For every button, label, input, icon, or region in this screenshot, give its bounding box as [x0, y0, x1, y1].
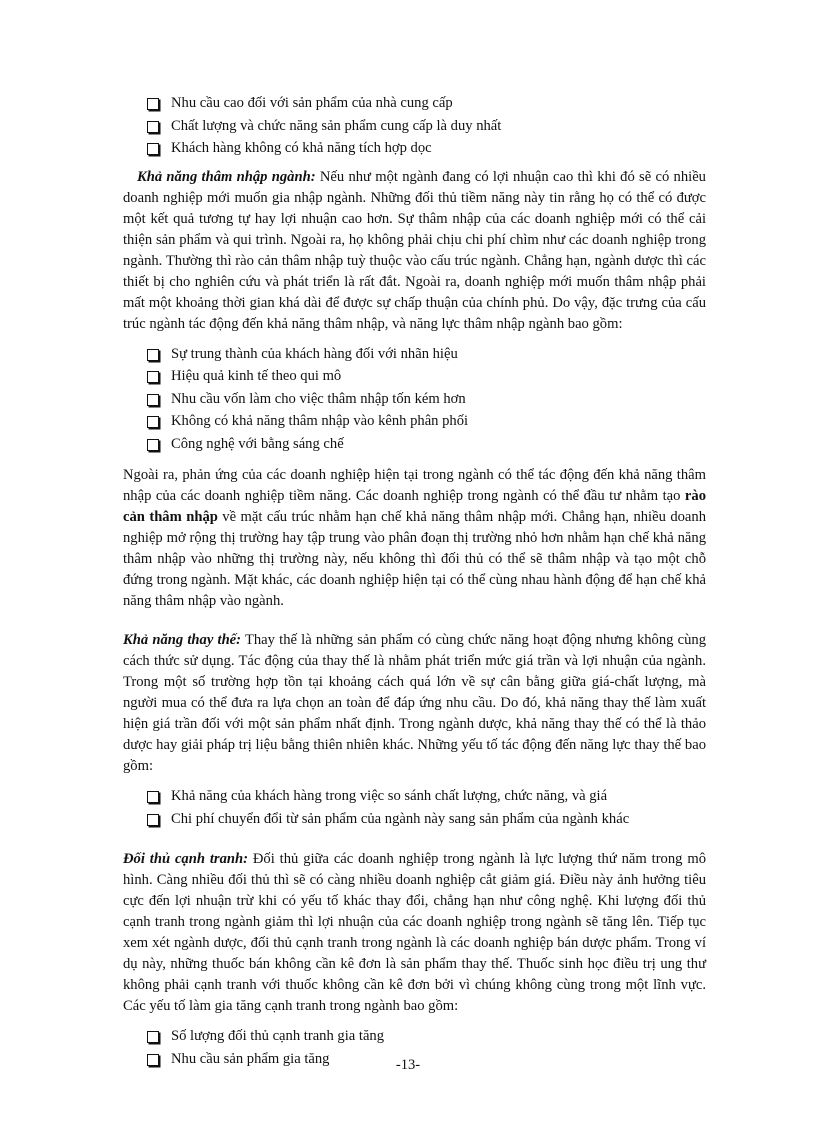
- list-item-text: Nhu cầu sản phẩm gia tăng: [171, 1050, 330, 1067]
- list-item-text: Chất lượng và chức năng sản phẩm cung cấp là duy nhất: [171, 117, 502, 134]
- substitutes-paragraph: [123, 630, 706, 777]
- entry-threat-paragraph: [123, 167, 706, 335]
- checkbox-bullet-icon: [147, 814, 159, 826]
- list-item-text: Nhu cầu vốn làm cho việc thâm nhập tốn kém hơn: [171, 390, 466, 407]
- checkbox-bullet-icon: [147, 143, 159, 155]
- list-item: [147, 116, 706, 137]
- incumbent-reaction-paragraph: [123, 465, 706, 612]
- substitute-factors-list: [123, 786, 706, 830]
- checkbox-bullet-icon: [147, 349, 159, 361]
- checkbox-bullet-icon: [147, 791, 159, 803]
- checkbox-bullet-icon: [147, 121, 159, 133]
- list-item-text: Sự trung thành của khách hàng đối với nhãn hiệu: [171, 345, 458, 362]
- entry-barrier-term: rào cản thâm nhập: [123, 488, 706, 525]
- substitutes-body: Thay thế là những sản phẩm có cùng chức năng hoạt động nhưng không cùng cách thức sử dụng. Tác động của thay thế là nhằm phát triển mức giá trần và lợi nhuận của ngành. Trong một số trường hợp tồn tại khoảng cách quá lớn về sự cân bằng giữa giá-chất lượng, mà người mua có thể đưa ra lựa chọn an toàn để đáp ứng nhu cầu. Do đó, khả năng thay thế làm xuất hiện giá trần đối với một sản phẩm nhất định. Trong ngành dược, khả năng thay thế có thể là thảo dược hay giải pháp trị liệu bằng thiên nhiên khác. Những yếu tố tác động đến năng lực thay thế bao gồm:: [123, 632, 707, 774]
- entry-factors-list: [123, 344, 706, 455]
- list-item-text: Khả năng của khách hàng trong việc so sánh chất lượng, chức năng, và giá: [171, 788, 608, 804]
- rivalry-paragraph: [123, 849, 706, 1017]
- list-item: [147, 138, 706, 159]
- checkbox-bullet-icon: [147, 371, 159, 383]
- list-item-text: Số lượng đối thủ cạnh tranh gia tăng: [171, 1028, 385, 1044]
- list-item-text: Nhu cầu cao đối với sản phẩm của nhà cung cấp: [171, 95, 453, 111]
- list-item: [147, 344, 706, 365]
- list-item: [147, 93, 706, 114]
- list-item: [147, 1026, 706, 1047]
- rivalry-heading: Đối thủ cạnh tranh:: [123, 851, 248, 867]
- list-item-text: Khách hàng không có khả năng tích hợp dọc: [171, 140, 432, 156]
- entry-threat-heading: Khả năng thâm nhập ngành:: [137, 168, 316, 185]
- rivalry-body: Đối thủ giữa các doanh nghiệp trong ngành là lực lượng thứ năm trong mô hình. Càng nhiều đối thủ thì sẽ có càng nhiều doanh nghiệp cắt giảm giá. Điều này ảnh hưởng tiêu cực đến lợi nhuận trừ khi có yếu tố khác thay đổi, chẳng hạn như công nghệ. Khi lượng đối thủ cạnh tranh trong ngành giảm thì lợi nhuận của các doanh nghiệp trong ngành sẽ tăng lên. Tiếp tục xem xét ngành dược, đối thủ cạnh tranh trong ngành là các doanh nghiệp bán dược phẩm. Trong ví dụ này, những thuốc bán không cần kê đơn là sản phẩm thay thế. Thuốc sinh học điều trị ung thư không phải cạnh tranh với thuốc không cần kê đơn bởi vì chúng không cùng trong một lĩnh vực. Các yếu tố làm gia tăng cạnh tranh trong ngành bao gồm:: [123, 851, 706, 1014]
- list-item-text: Chi phí chuyển đổi từ sản phẩm của ngành này sang sản phẩm của ngành khác: [171, 810, 630, 827]
- list-item: [147, 411, 706, 432]
- list-item-text: Công nghệ với bằng sáng chế: [171, 435, 344, 452]
- checkbox-bullet-icon: [147, 1031, 159, 1043]
- checkbox-bullet-icon: [147, 394, 159, 406]
- list-item: [147, 389, 706, 410]
- list-item: [147, 809, 706, 830]
- checkbox-bullet-icon: [147, 98, 159, 110]
- substitutes-heading: Khả năng thay thế:: [123, 632, 242, 648]
- page-number: -13-: [395, 1057, 421, 1073]
- list-item-text: Không có khả năng thâm nhập vào kênh phân phối: [171, 413, 469, 429]
- list-item: [147, 434, 706, 455]
- supplier-power-list: [123, 93, 706, 159]
- list-item: [147, 366, 706, 387]
- checkbox-bullet-icon: [147, 439, 159, 451]
- reaction-text-end: về mặt cấu trúc nhằm hạn chế khả năng thâm nhập mới. Chẳng hạn, nhiều doanh nghiệp mở rộng thị trường hay tập trung vào phân đoạn thị trường nhỏ hơn nhằm hạn chế khả năng thâm nhập vào những thị trường này, nếu không thì đối thủ có thể sẽ thâm nhập và tạo một chỗ đứng trong ngành. Mặt khác, các doanh nghiệp hiện tại có thể cùng nhau hành động để hạn chế khả năng thâm nhập vào ngành.: [123, 509, 706, 609]
- checkbox-bullet-icon: [147, 416, 159, 428]
- reaction-text-start: Ngoài ra, phản ứng của các doanh nghiệp hiện tại trong ngành có thể tác động đến khả năng thâm nhập của các doanh nghiệp tiềm năng. Các doanh nghiệp trong ngành có thể đầu tư nhằm tạo: [123, 467, 706, 504]
- list-item-text: Hiệu quả kinh tế theo qui mô: [171, 368, 342, 384]
- entry-threat-body: Nếu như một ngành đang có lợi nhuận cao thì khi đó sẽ có nhiều doanh nghiệp mới muốn gia nhập ngành. Những đối thủ tiềm năng này tin rằng họ có thể có được một kết quả tương tự hay lợi nhuận cao hơn. Sự thâm nhập của các doanh nghiệp mới có thể cải thiện sản phẩm và qui trình. Ngoài ra, họ không phải chịu chi phí chìm như các doanh nghiệp trong ngành. Thường thì rào cản thâm nhập tuỳ thuộc vào cấu trúc ngành. Chẳng hạn, ngành dược thì các thiết bị cho nghiên cứu và phát triển là rất đắt. Ngoài ra, doanh nghiệp mới muốn thâm nhập phải mất một khoảng thời gian khá dài để được sự chấp thuận của chính phủ. Do vậy, đặc trưng của cấu trúc ngành tác động đến khả năng thâm nhập, và năng lực thâm nhập ngành bao gồm:: [123, 168, 706, 332]
- list-item: [147, 786, 706, 807]
- page-content: [123, 93, 706, 1071]
